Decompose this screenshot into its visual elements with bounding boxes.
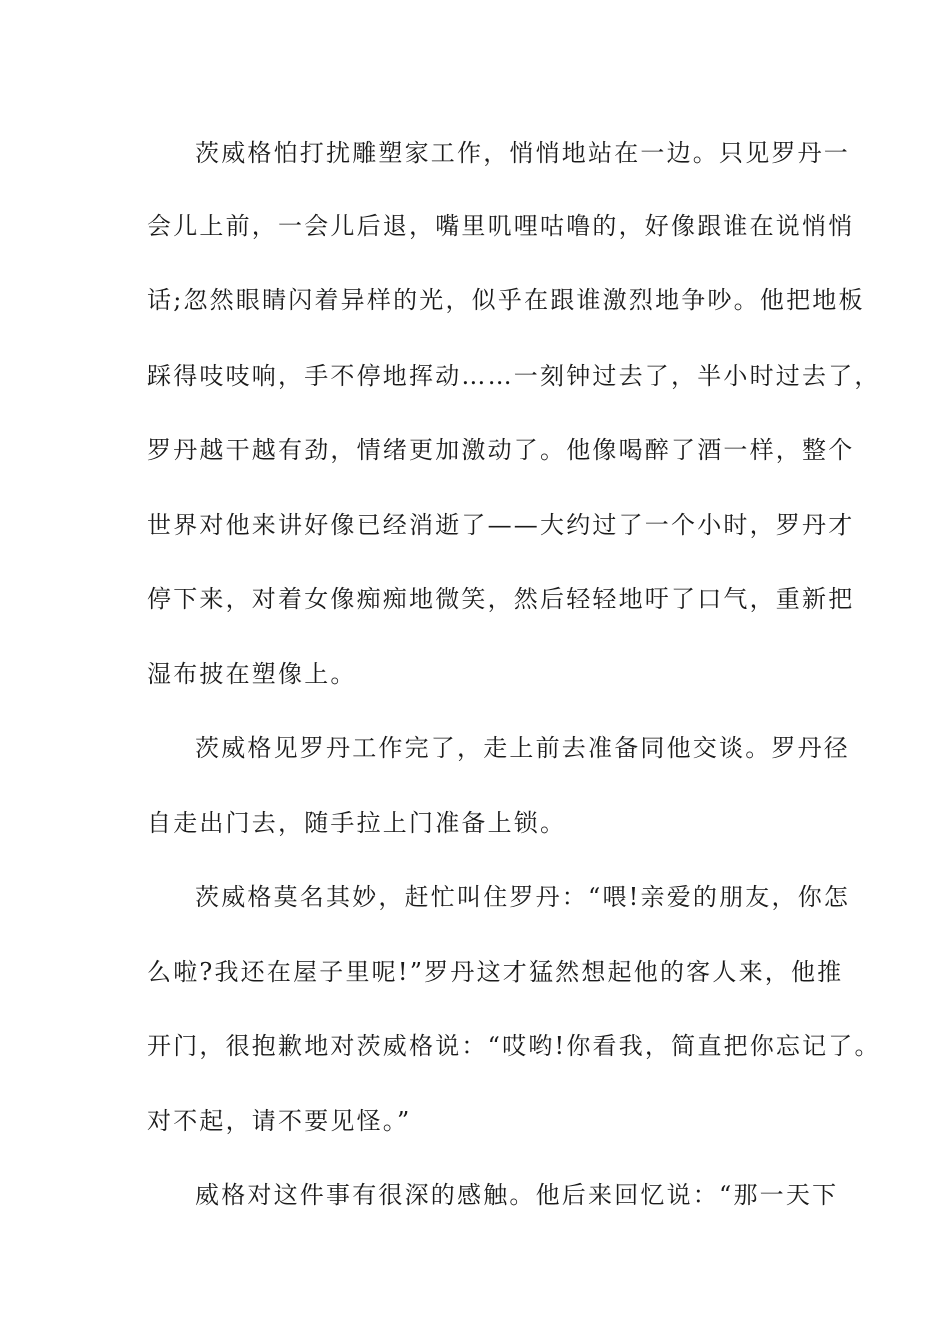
- paragraph-1-line-8: 湿布披在塑像上。: [147, 660, 357, 688]
- paragraph-2-line-1: 茨威格见罗丹工作完了，走上前去准备同他交谈。罗丹径: [195, 734, 850, 762]
- paragraph-3-line-1: 茨威格莫名其妙，赶忙叫住罗丹：“喂!亲爱的朋友，你怎: [195, 883, 851, 911]
- paragraph-1-line-7: 停下来，对着女像痴痴地微笑，然后轻轻地吁了口气，重新把: [147, 585, 855, 613]
- paragraph-1-line-5: 罗丹越干越有劲，情绪更加激动了。他像喝醉了酒一样，整个: [147, 436, 855, 464]
- paragraph-3-line-3: 开门，很抱歉地对茨威格说：“哎哟!你看我，简直把你忘记了。: [147, 1032, 881, 1060]
- paragraph-2-line-2: 自走出门去，随手拉上门准备上锁。: [147, 809, 567, 837]
- paragraph-1-line-6: 世界对他来讲好像已经消逝了——大约过了一个小时，罗丹才: [147, 511, 855, 539]
- paragraph-1-line-2: 会儿上前，一会儿后退，嘴里叽哩咕噜的，好像跟谁在说悄悄: [147, 212, 855, 240]
- paragraph-1-line-4: 踩得吱吱响，手不停地挥动……一刻钟过去了，半小时过去了，: [147, 362, 881, 390]
- paragraph-3-line-4: 对不起，请不要见怪。”: [147, 1107, 412, 1135]
- paragraph-1-line-3: 话;忽然眼睛闪着异样的光，似乎在跟谁激烈地争吵。他把地板: [147, 286, 865, 314]
- paragraph-4-line-1: 威格对这件事有很深的感触。他后来回忆说：“那一天下: [195, 1181, 839, 1209]
- paragraph-3-line-2: 么啦?我还在屋子里呢!”罗丹这才猛然想起他的客人来，他推: [147, 958, 844, 986]
- paragraph-1-line-1: 茨威格怕打扰雕塑家工作，悄悄地站在一边。只见罗丹一: [195, 139, 850, 167]
